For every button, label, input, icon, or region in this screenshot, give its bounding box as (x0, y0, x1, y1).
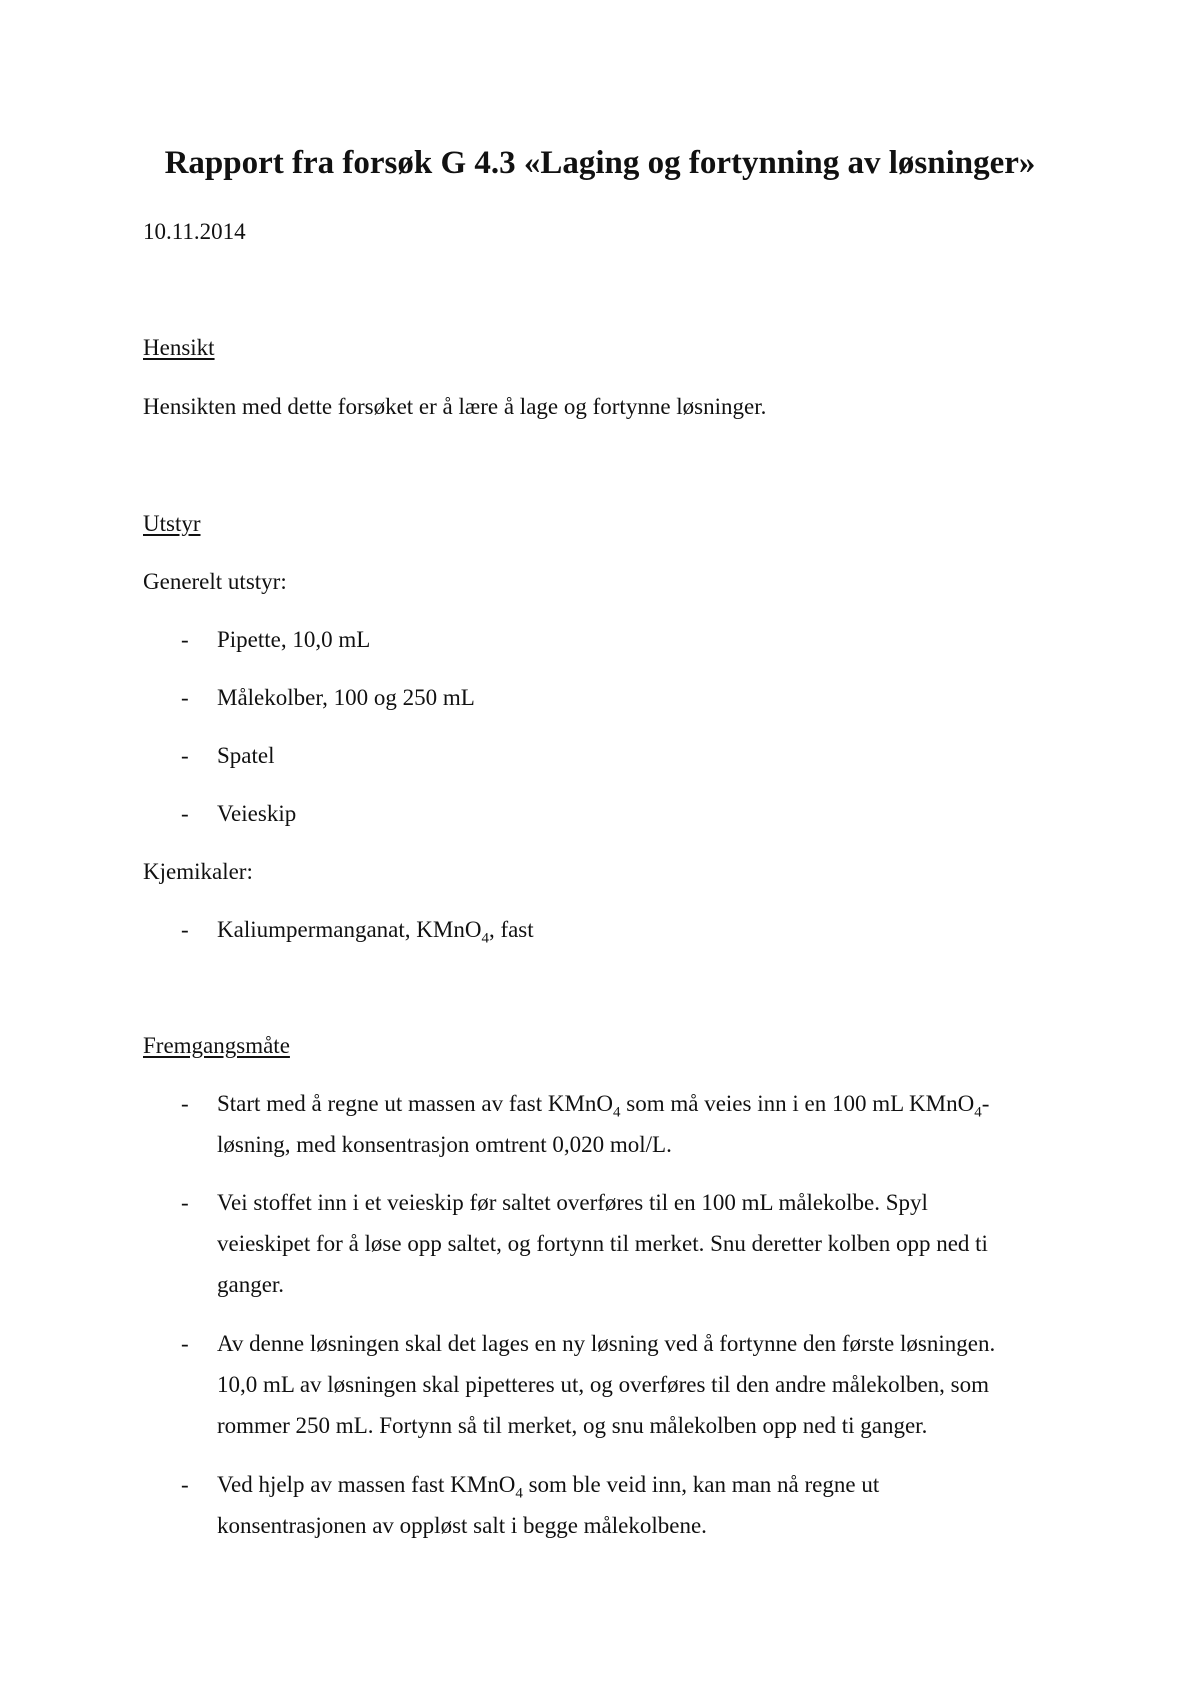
step-line: løsning, med konsentrasjon omtrent 0,020 mol/L. (217, 1132, 672, 1157)
section-heading-hensikt: Hensikt (143, 335, 215, 360)
step-text: som ble veid inn, kan man nå regne ut (522, 1472, 880, 1497)
equipment-item: Veieskip (217, 801, 297, 826)
procedure-step-1 (217, 1083, 1047, 1165)
general-equipment-label: Generelt utstyr: (143, 569, 287, 594)
list-bullet: - (181, 917, 189, 942)
chemical-item-text: Kaliumpermanganat, KMnO (217, 917, 482, 942)
equipment-item: Spatel (217, 743, 275, 768)
list-bullet: - (181, 801, 189, 826)
equipment-item: Pipette, 10,0 mL (217, 627, 371, 652)
subscript: 4 (481, 930, 489, 947)
chemical-item-suffix: , fast (488, 917, 534, 942)
step-line: Av denne løsningen skal det lages en ny løsning ved å fortynne den første løsningen. (217, 1331, 996, 1356)
hensikt-text: Hensikten med dette forsøket er å lære å lage og fortynne løsninger. (143, 394, 767, 419)
list-bullet: - (181, 1190, 189, 1215)
equipment-item: Målekolber, 100 og 250 mL (217, 685, 475, 710)
step-line: 10,0 mL av løsningen skal pipetteres ut, og overføres til den andre målekolben, som (217, 1372, 990, 1397)
section-heading-utstyr: Utstyr (143, 511, 201, 536)
step-line: rommer 250 mL. Fortynn så til merket, og snu målekolben opp ned ti ganger. (217, 1413, 928, 1438)
step-line (217, 1083, 1047, 1124)
step-text: Start med å regne ut massen av fast KMnO (217, 1091, 614, 1116)
step-text: - (981, 1091, 990, 1116)
step-line: ganger. (217, 1272, 285, 1297)
subscript: 4 (613, 1104, 621, 1121)
subscript: 4 (974, 1104, 982, 1121)
list-bullet: - (181, 627, 189, 652)
step-line: veieskipet for å løse opp saltet, og fortynn til merket. Snu deretter kolben opp ned ti (217, 1231, 988, 1256)
step-text: Ved hjelp av massen fast KMnO (217, 1472, 516, 1497)
procedure-step-3 (217, 1323, 1047, 1446)
list-bullet: - (181, 743, 189, 768)
chemical-item (217, 916, 1047, 947)
step-line: Vei stoffet inn i et veieskip før saltet overføres til en 100 mL målekolbe. Spyl (217, 1190, 928, 1215)
list-bullet: - (181, 1091, 189, 1116)
step-line (217, 1464, 1047, 1505)
step-text: som må veies inn i en 100 mL KMnO (620, 1091, 975, 1116)
procedure-step-2 (217, 1182, 1047, 1305)
document-title: Rapport fra forsøk G 4.3 «Laging og fortynning av løsninger» (164, 145, 1036, 181)
subscript: 4 (515, 1485, 523, 1502)
document-date: 10.11.2014 (143, 219, 246, 244)
step-line: konsentrasjonen av oppløst salt i begge målekolbene. (217, 1513, 707, 1538)
list-bullet: - (181, 1472, 189, 1497)
section-heading-fremgangsmate: Fremgangsmåte (143, 1033, 290, 1058)
procedure-step-4 (217, 1464, 1047, 1546)
list-bullet: - (181, 685, 189, 710)
chemicals-label: Kjemikaler: (143, 859, 253, 884)
list-bullet: - (181, 1331, 189, 1356)
